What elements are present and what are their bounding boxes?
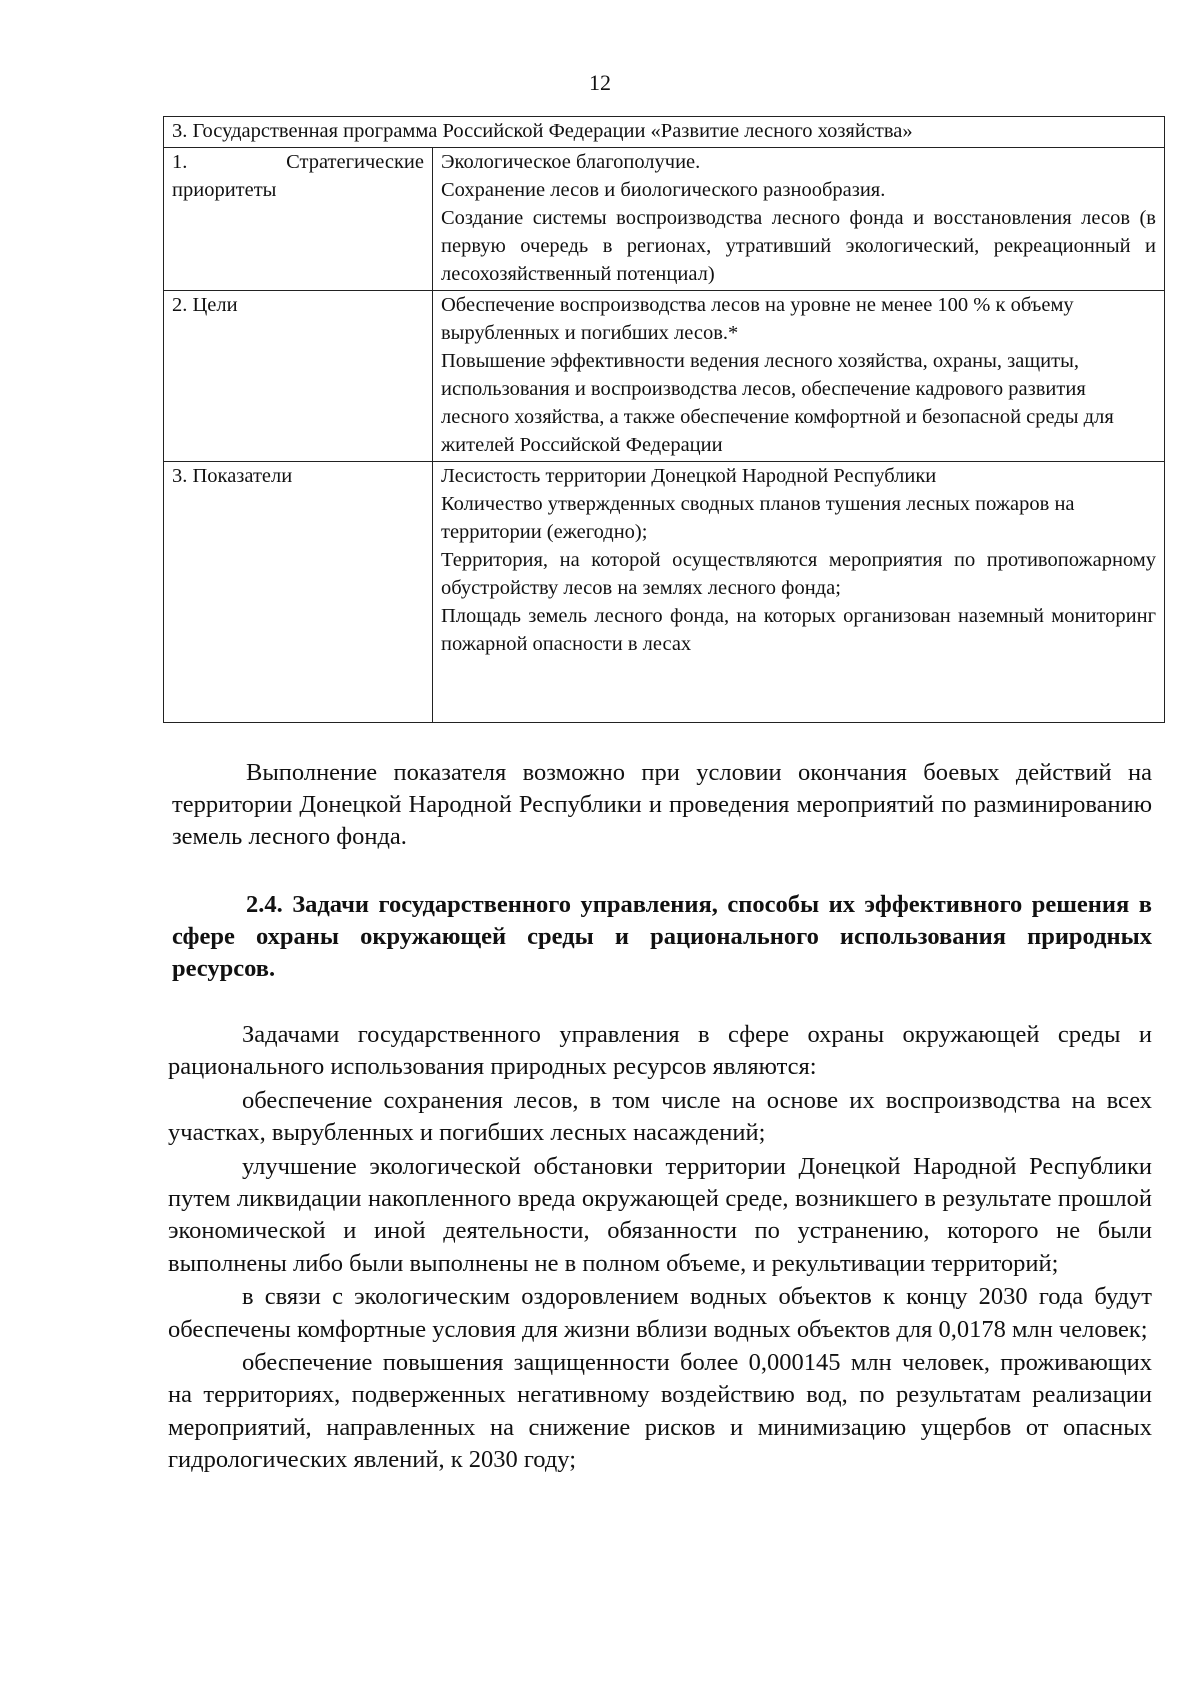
table-row (164, 462, 1165, 723)
footnote: Выполнение показателя возможно при условии окончания боевых действий на территории Донецкой Народной Республики и проведения мероприятий по разминированию земель лесного фонда. (172, 759, 1152, 850)
paragraph: в связи с экологическим оздоровлением водных объектов к концу 2030 года будут обеспечены комфортные условия для жизни вблизи водных объектов для 0,0178 млн человек; (168, 1283, 1152, 1343)
row-line: Количество утвержденных сводных планов тушения лесных пожаров на территории (ежегодно); (441, 493, 1075, 543)
row-label-goals: 2. Цели (164, 291, 433, 462)
table-row (164, 148, 1165, 291)
row-line: Повышение эффективности ведения лесного хозяйства, охраны, защиты, использования и воспроизводства лесов, обеспечение кадрового развития лесного хозяйства, а также обеспечение комфортной и безопасной среды для жителей Российской Федерации (441, 350, 1114, 456)
table-title-row (164, 117, 1165, 148)
program-table (163, 116, 1165, 723)
row-content-indicators (433, 462, 1165, 723)
table-row (164, 291, 1165, 462)
row-line: Экологическое благополучие. (441, 151, 701, 173)
row-line: Территория, на которой осуществляются мероприятия по противопожарному обустройству лесов на землях лесного фонда; (441, 549, 1156, 599)
table-title: 3. Государственная программа Российской Федерации «Развитие лесного хозяйства» (164, 117, 1165, 148)
paragraph: улучшение экологической обстановки территории Донецкой Народной Республики путем ликвидации накопленного вреда окружающей среде, возникшего в результате прошлой экономической и иной деятельности, обязанности по устранению, которого не были выполнены либо были выполнены не в полном объеме, и рекультивации территорий; (168, 1152, 1152, 1277)
row-line: Обеспечение воспроизводства лесов на уровне не менее 100 % к объему вырубленных и погибших лесов.* (441, 294, 1074, 344)
row-line: Сохранение лесов и биологического разнообразия. (441, 179, 886, 201)
page-number: 12 (589, 70, 611, 95)
row-label-indicators: 3. Показатели (164, 462, 433, 723)
row-content-priorities (433, 148, 1165, 291)
paragraph: обеспечение повышения защищенности более 0,000145 млн человек, проживающих на территориях, подверженных негативному воздействию вод, по результатам реализации мероприятий, направленных на снижение рисков и минимизацию ущербов от опасных гидрологических явлений, к 2030 году; (168, 1349, 1152, 1474)
paragraph: Задачами государственного управления в сфере охраны окружающей среды и рационального использования природных ресурсов являются: (168, 1021, 1152, 1081)
section-body (168, 1019, 1152, 1477)
paragraph: обеспечение сохранения лесов, в том числе на основе их воспроизводства на всех участках, вырубленных и погибших лесных насаждений; (168, 1086, 1152, 1147)
row-line: Создание системы воспроизводства лесного фонда и восстановления лесов (в первую очередь в регионах, утративший экологический, рекреационный и лесохозяйственный потенциал) (441, 207, 1156, 285)
row-label-priorities: 1. Стратегические приоритеты (164, 148, 433, 291)
row-line: Площадь земель лесного фонда, на которых организован наземный мониторинг пожарной опасности в лесах (441, 605, 1156, 655)
row-content-goals (433, 291, 1165, 462)
row-line: Лесистость территории Донецкой Народной Республики (441, 465, 937, 487)
section-heading: 2.4. Задачи государственного управления, способы их эффективного решения в сфере охраны окружающей среды и рационального использования природных ресурсов. (172, 891, 1152, 982)
